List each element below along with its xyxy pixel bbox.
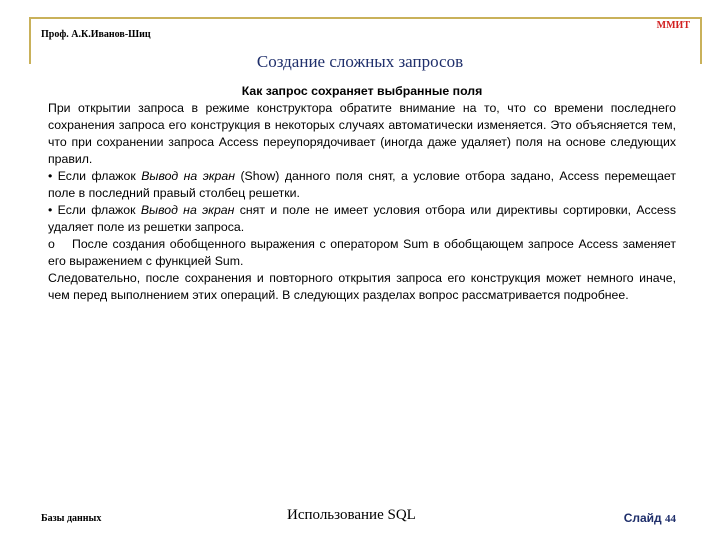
paragraph-intro: При открытии запроса в режиме конструктора обратите внимание на то, что со времени последнего сохранения запроса его конструкция в некоторых случаях автоматически изменяется. Это объясняется тем, что при сохранении запроса Access переупорядочивает (иногда даже удаляет) поля на основе следующих правил. — [48, 101, 676, 166]
slide-content — [48, 83, 676, 304]
footer-slide-number: 44 — [665, 513, 676, 525]
bullet-1-post: (Show) данного поля снят, а условие отбора задано, Access перемещает поле в последний правый столбец решетки. — [48, 169, 676, 200]
paragraph-conclusion: Следовательно, после сохранения и повторного открытия запроса его конструкция может немного иначе, чем перед выполнением этих операций. В следующих разделах вопрос рассматривается подробнее. — [48, 271, 676, 302]
content-subheading: Как запрос сохраняет выбранные поля — [241, 84, 483, 98]
bullet-1 — [48, 168, 676, 202]
bullet-2-post: снят и поле не имеет условия отбора или директивы сортировки, Access удаляет поле из решетки запроса. — [48, 203, 676, 234]
footer-center: Использование SQL — [287, 507, 416, 523]
bullet-3 — [48, 236, 676, 270]
bullet-1-emphasis: Вывод на экран — [141, 169, 236, 183]
bullet-1-pre: • Если флажок — [48, 169, 142, 183]
footer-left: Базы данных — [41, 513, 102, 524]
bullet-2-emphasis: Вывод на экран — [140, 203, 235, 217]
footer-slide — [624, 511, 676, 525]
header-author: Проф. А.К.Иванов-Шиц — [41, 29, 151, 40]
footer-slide-label: Слайд — [623, 511, 662, 525]
slide-title: Создание сложных запросов — [256, 52, 464, 71]
bullet-2-pre: • Если флажок — [48, 203, 141, 217]
header-org: ММИТ — [656, 20, 690, 31]
bullet-3-marker: o — [48, 237, 55, 251]
bullet-3-text: После создания обобщенного выражения с оператором Sum в обобщающем запросе Access заменяет его выражением с функцией Sum. — [48, 237, 676, 268]
bullet-2 — [48, 202, 676, 236]
